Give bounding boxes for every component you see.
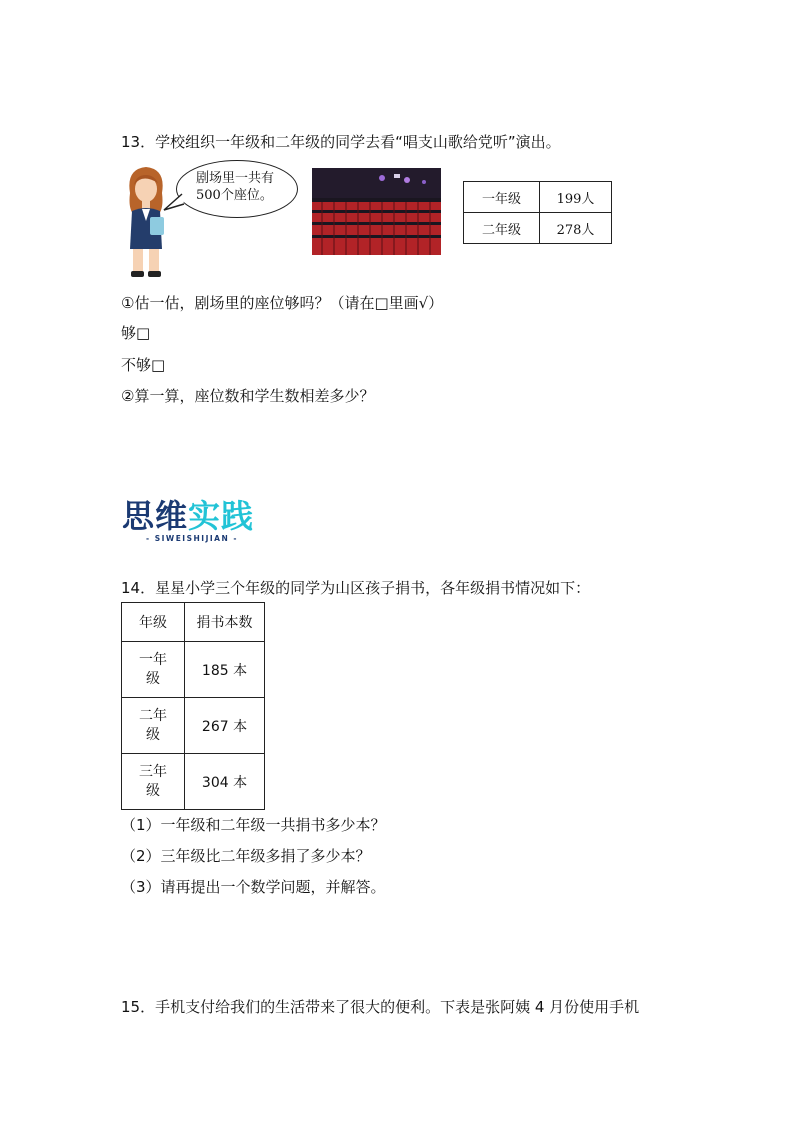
bubble-line-1: 剧场里一共有 xyxy=(196,171,275,186)
grade-cell: 二年 级 xyxy=(122,698,185,754)
count-cell: 199人 xyxy=(540,182,612,213)
table-row xyxy=(122,642,265,698)
grade-count-table xyxy=(463,181,612,244)
option-enough[interactable]: 够□ xyxy=(121,324,151,342)
logo-title: 思维实践 xyxy=(122,497,255,535)
books-cell: 185 本 xyxy=(185,642,265,698)
theater-seats-photo xyxy=(312,168,441,255)
logo-subtitle: - SIWEISHIJIAN - xyxy=(146,534,238,543)
table-row xyxy=(122,754,265,810)
question-15-text: 15．手机支付给我们的生活带来了很大的便利。下表是张阿姨 4 月份使用手机 xyxy=(121,998,640,1016)
grade-cell: 一年 级 xyxy=(122,642,185,698)
question-13-text: 13．学校组织一年级和二年级的同学去看“唱支山歌给党听”演出。 xyxy=(121,133,561,151)
question-14-sub3: （3）请再提出一个数学问题，并解答。 xyxy=(121,878,386,896)
question-13-sub1: ①估一估，剧场里的座位够吗？（请在□里画√） xyxy=(121,294,444,312)
grade-cell: 三年 级 xyxy=(122,754,185,810)
siweishijian-logo xyxy=(122,498,254,543)
grade-cell: 一年级 xyxy=(464,182,540,213)
question-14-sub1: （1）一年级和二年级一共捐书多少本？ xyxy=(121,816,386,834)
book-donation-table xyxy=(121,602,265,810)
table-row xyxy=(464,182,612,213)
teacher-illustration xyxy=(120,163,172,281)
table-row xyxy=(464,213,612,244)
question-13-sub2: ②算一算，座位数和学生数相差多少？ xyxy=(121,387,375,405)
table-header-row xyxy=(122,603,265,642)
bubble-line-2: 500个座位。 xyxy=(196,188,273,203)
books-cell: 304 本 xyxy=(185,754,265,810)
option-not-enough[interactable]: 不够□ xyxy=(121,356,166,374)
table-row xyxy=(122,698,265,754)
question-14-text: 14．星星小学三个年级的同学为山区孩子捐书，各年级捐书情况如下： xyxy=(121,579,591,597)
speech-bubble-tail xyxy=(162,192,186,212)
question-14-sub2: （2）三年级比二年级多捐了多少本？ xyxy=(121,847,371,865)
books-cell: 267 本 xyxy=(185,698,265,754)
grade-cell: 二年级 xyxy=(464,213,540,244)
count-cell: 278人 xyxy=(540,213,612,244)
speech-bubble-text xyxy=(196,170,274,204)
header-books: 捐书本数 xyxy=(185,603,265,642)
header-grade: 年级 xyxy=(122,603,185,642)
